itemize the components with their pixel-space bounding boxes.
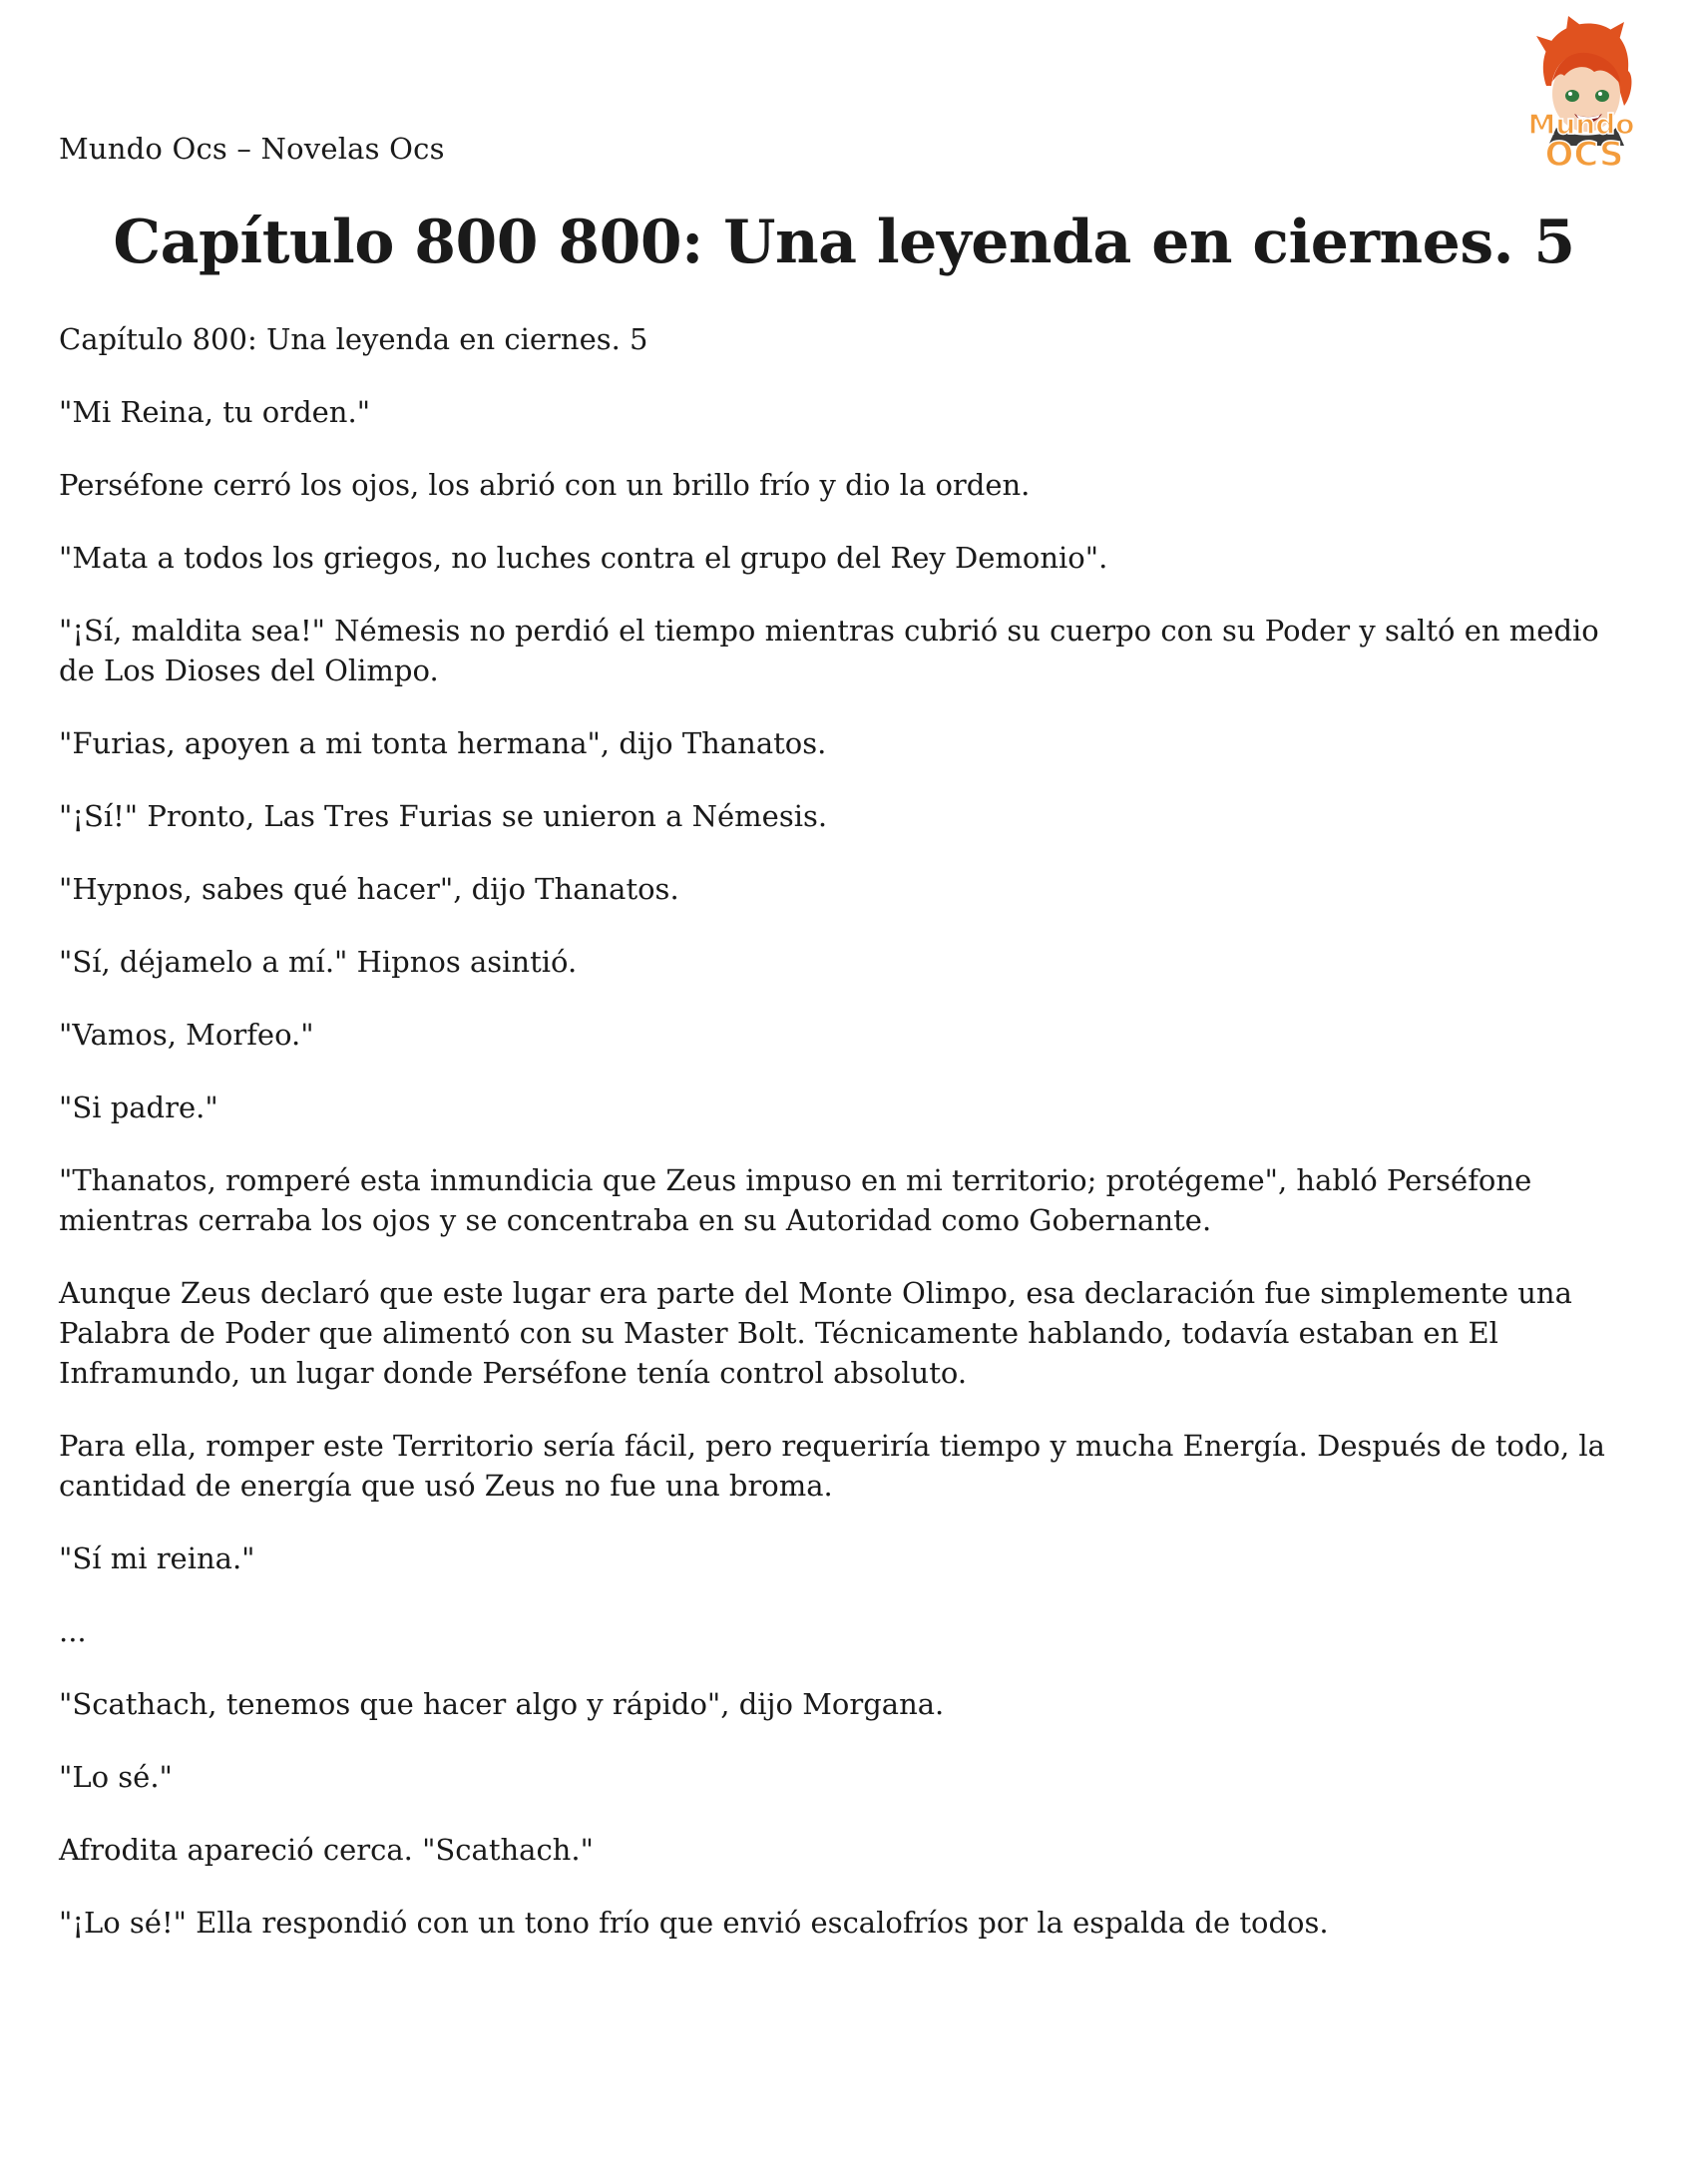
paragraph: "Furias, apoyen a mi tonta hermana", dijo Thanatos. [59, 726, 827, 760]
paragraph: "Sí, déjamelo a mí." Hipnos asintió. [59, 945, 578, 979]
chapter-body [59, 319, 1630, 1975]
site-header-label: Mundo Ocs – Novelas Ocs [59, 132, 445, 166]
logo-text-bottom: OCS [1544, 135, 1624, 175]
paragraph: ... [59, 1614, 87, 1648]
paragraph: "¡Sí, maldita sea!" Némesis no perdió el tiempo mientras cubrió su cuerpo con su Poder y saltó en medio de Los Dioses del Olimpo. [59, 614, 1599, 687]
paragraph: "Mata a todos los griegos, no luches contra el grupo del Rey Demonio". [59, 541, 1108, 575]
logo-text-top: Mundo [1527, 108, 1635, 141]
paragraph: "Hypnos, sabes qué hacer", dijo Thanatos. [59, 872, 679, 906]
paragraph: Perséfone cerró los ojos, los abrió con un brillo frío y dio la orden. [59, 468, 1031, 502]
paragraph: "Lo sé." [59, 1760, 173, 1794]
paragraph: "Si padre." [59, 1091, 218, 1124]
paragraph: "Vamos, Morfeo." [59, 1018, 314, 1052]
paragraph: "Mi Reina, tu orden." [59, 395, 371, 429]
paragraph: "Scathach, tenemos que hacer algo y rápido", dijo Morgana. [59, 1687, 945, 1721]
paragraph: Afrodita apareció cerca. "Scathach." [59, 1833, 594, 1867]
paragraph: Para ella, romper este Territorio sería fácil, pero requeriría tiempo y mucha Energía. Después de todo, la cantidad de energía que usó Zeus no fue una broma. [59, 1429, 1605, 1503]
chapter-title: Capítulo 800 800: Una leyenda en ciernes. 5 [113, 208, 1575, 277]
paragraph: "Sí mi reina." [59, 1541, 255, 1575]
anime-girl-mascot-icon [1506, 16, 1656, 176]
paragraph: "¡Lo sé!" Ella respondió con un tono frío que envió escalofríos por la espalda de todos. [59, 1906, 1329, 1940]
paragraph: Capítulo 800: Una leyenda en ciernes. 5 [59, 322, 648, 356]
paragraph: Aunque Zeus declaró que este lugar era parte del Monte Olimpo, esa declaración fue simplemente una Palabra de Poder que alimentó con su Master Bolt. Técnicamente hablando, todavía estaban en El Inframundo, un lugar donde Perséfone tenía control absoluto. [59, 1276, 1572, 1390]
paragraph: "Thanatos, romperé esta inmundicia que Zeus impuso en mi territorio; protégeme", habló Perséfone mientras cerraba los ojos y se concentraba en su Autoridad como Gobernante. [59, 1163, 1532, 1237]
paragraph: "¡Sí!" Pronto, Las Tres Furias se unieron a Némesis. [59, 799, 828, 833]
